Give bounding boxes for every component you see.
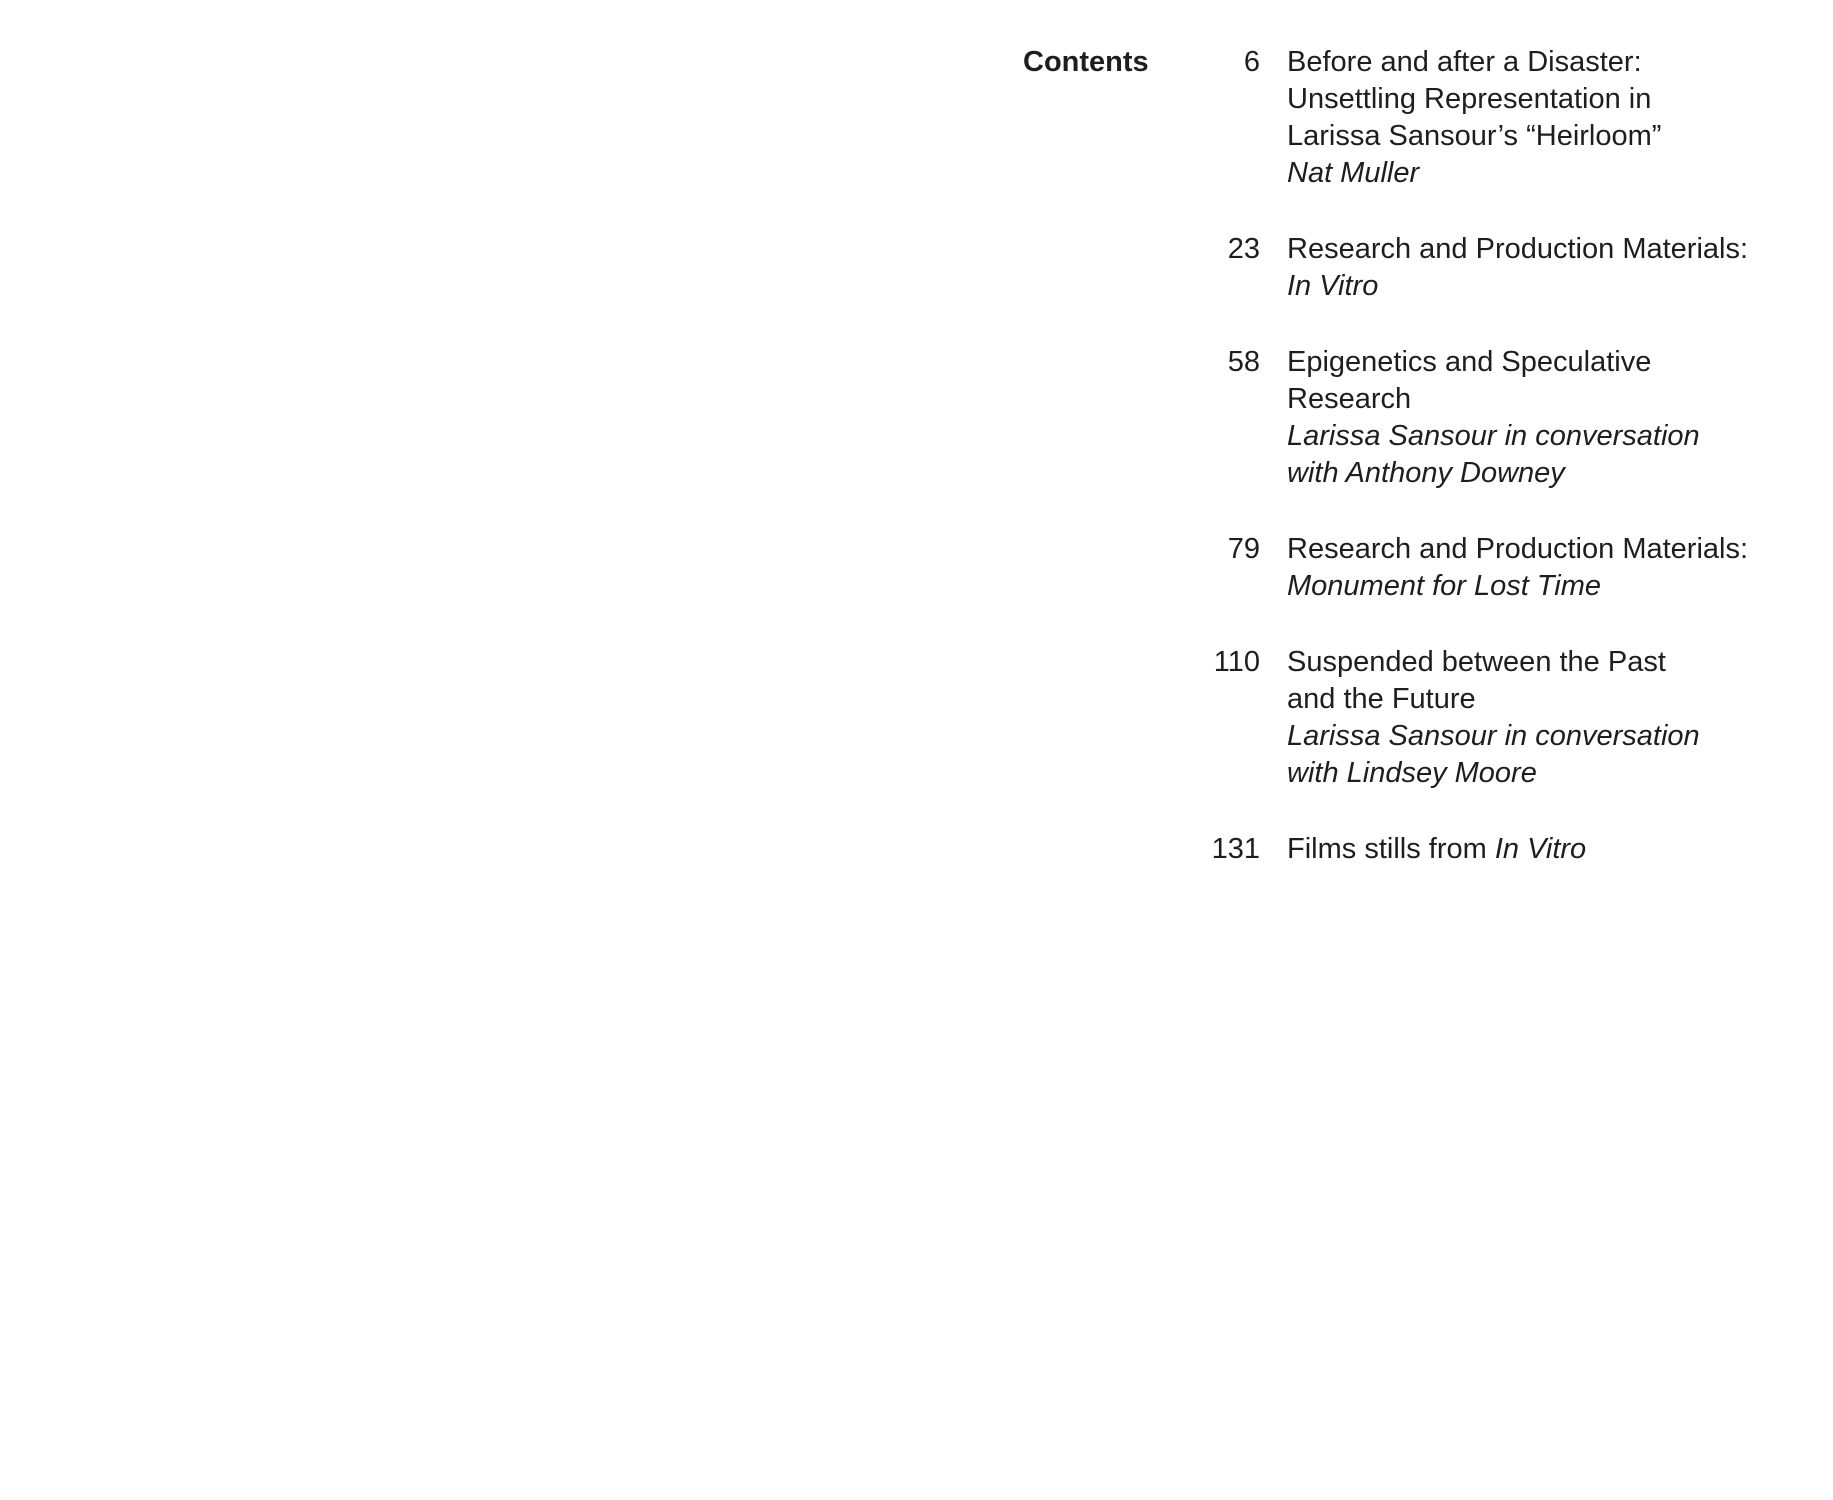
toc-entry: [1200, 531, 1800, 605]
toc-title-text: Films stills from: [1287, 833, 1495, 865]
toc-entry: [1200, 44, 1800, 192]
toc-page-number: 79: [1227, 533, 1260, 565]
toc-entry: [1200, 231, 1800, 305]
toc-entry: [1200, 831, 1800, 868]
toc-page-number: 131: [1211, 833, 1260, 865]
toc-author-line: with Lindsey Moore: [1287, 757, 1537, 789]
toc-title-line: Research and Production Materials:: [1287, 533, 1749, 565]
toc-page-number: 110: [1213, 646, 1260, 678]
table-of-contents: [1200, 44, 1800, 868]
toc-author-line: with Anthony Downey: [1287, 457, 1565, 489]
toc-page-number: 23: [1227, 233, 1260, 265]
toc-title-line: Research: [1287, 383, 1412, 415]
toc-title-italic: In Vitro: [1494, 833, 1587, 865]
toc-title-line: and the Future: [1287, 683, 1476, 715]
toc-title-line: Research and Production Materials:: [1287, 233, 1749, 265]
toc-title-line: Before and after a Disaster:: [1287, 46, 1642, 78]
toc-title-line: Suspended between the Past: [1287, 646, 1666, 678]
toc-author-line: Monument for Lost Time: [1287, 570, 1602, 602]
toc-entry: [1200, 644, 1800, 792]
toc-author-line: Larissa Sansour in conversation: [1287, 720, 1700, 752]
toc-author-line: Nat Muller: [1287, 157, 1420, 189]
contents-heading: Contents: [1023, 46, 1149, 78]
toc-page-number: 6: [1243, 46, 1260, 78]
toc-author-line: Larissa Sansour in conversation: [1287, 420, 1700, 452]
toc-author-line: In Vitro: [1287, 270, 1379, 302]
toc-page-number: 58: [1227, 346, 1260, 378]
toc-title-line: [1287, 831, 1800, 868]
toc-entry: [1200, 344, 1800, 492]
toc-title-line: Epigenetics and Speculative: [1287, 346, 1652, 378]
toc-title-line: Larissa Sansour’s “Heirloom”: [1287, 120, 1662, 152]
toc-title-line: Unsettling Representation in: [1287, 83, 1652, 115]
